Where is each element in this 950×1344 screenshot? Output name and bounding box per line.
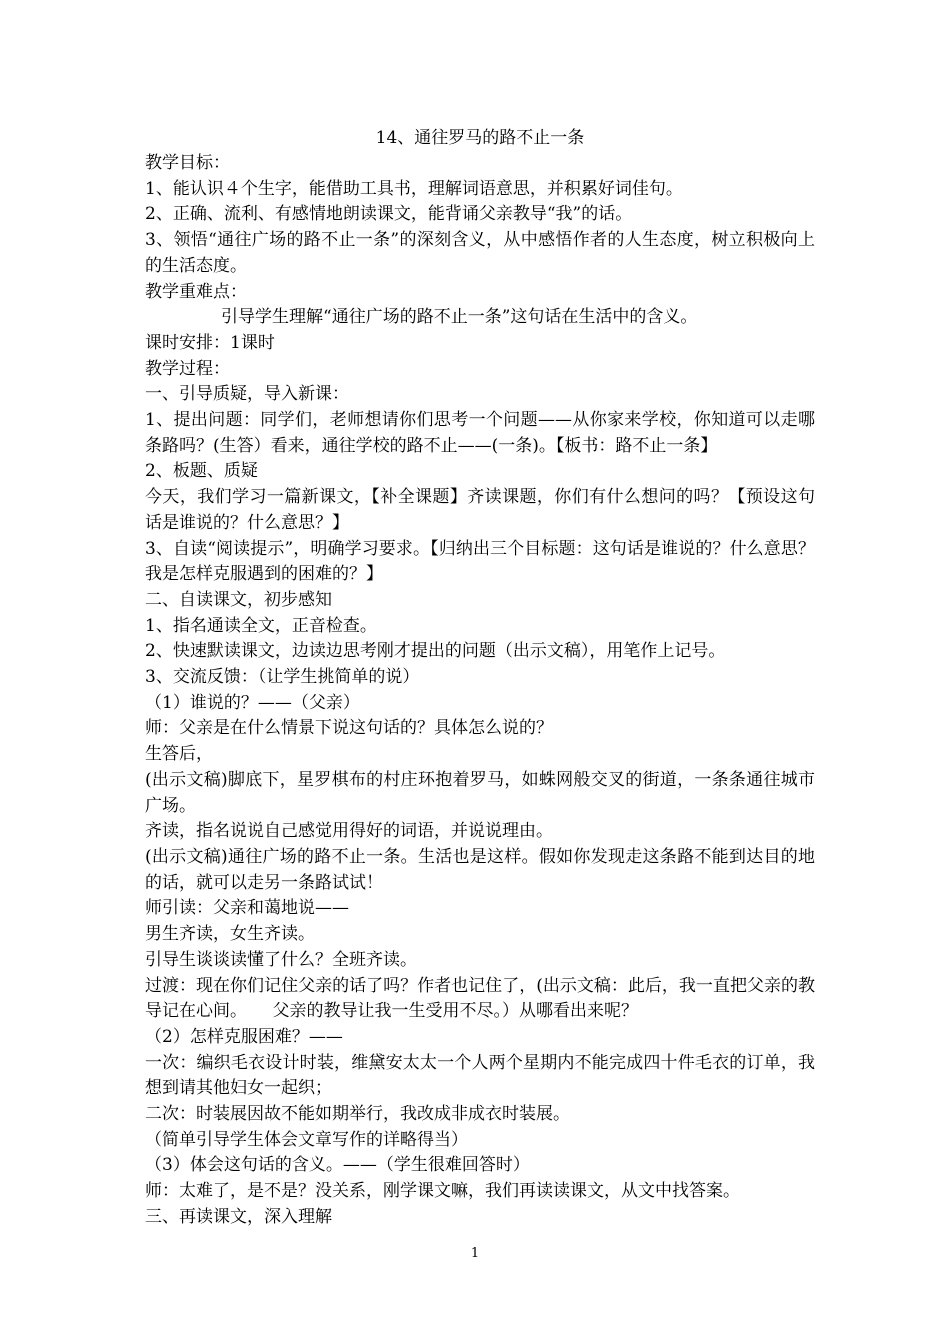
objective-2: 2、正确、流利、有感情地朗读课文，能背诵父亲教导“我”的话。: [145, 204, 633, 225]
paragraph: （简单引导学生体会文章写作的详略得当）: [145, 1129, 468, 1150]
paragraph: 过渡：现在你们记住父亲的话了吗？作者也记住了，(出示文稿：此后，我一直把父亲的教导记在心间。 父亲的教导让我一生受用不尽。）从哪看出来呢？: [145, 975, 815, 1022]
paragraph: (出示文稿)通往广场的路不止一条。生活也是这样。假如你发现走这条路不能到达目的地的话，就可以走另一条路试试！: [145, 846, 815, 893]
part-1-heading: 一、引导质疑，导入新课：: [145, 384, 349, 405]
document-body: [145, 125, 815, 1231]
page-number: 1: [470, 1246, 480, 1261]
section-heading-key-points: 教学重难点：: [145, 281, 247, 302]
paragraph: 生答后，: [145, 744, 213, 765]
paragraph: 1、提出问题：同学们，老师想请你们思考一个问题——从你家来学校，你知道可以走哪条路吗？(生答）看来，通往学校的路不止——(一条)。【板书：路不止一条】: [145, 410, 815, 456]
part-3-heading: 三、再读课文，深入理解: [145, 1206, 332, 1227]
part-2-heading: 二、自读课文，初步感知: [145, 589, 332, 610]
paragraph: 齐读，指名说说自己感觉用得好的词语，并说说理由。: [145, 821, 553, 842]
key-point-text: 引导学生理解“通往广场的路不止一条”这句话在生活中的含义。: [221, 307, 698, 328]
paragraph: 师：父亲是在什么情景下说这句话的？具体怎么说的？: [145, 718, 553, 739]
section-heading-process: 教学过程：: [145, 358, 230, 379]
paragraph: 二次：时装展因故不能如期举行，我改成非成衣时装展。: [145, 1104, 570, 1125]
paragraph: 2、板题、质疑: [145, 461, 258, 482]
paragraph: 引导生谈谈读懂了什么？全班齐读。: [145, 949, 417, 970]
objective-1: 1、能认识４个生字，能借助工具书，理解词语意思，并积累好词佳句。: [145, 178, 683, 199]
paragraph: 2、快速默读课文，边读边思考刚才提出的问题（出示文稿），用笔作上记号。: [145, 641, 726, 662]
paragraph: （2）怎样克服困难？——: [145, 1026, 343, 1047]
section-heading-objectives: 教学目标：: [145, 153, 230, 173]
paragraph: (出示文稿)脚底下，星罗棋布的村庄环抱着罗马，如蛛网般交叉的街道，一条条通往城市广场。: [145, 769, 815, 816]
paragraph: （3）体会这句话的含义。——（学生很难回答时）: [145, 1155, 530, 1176]
paragraph: 男生齐读，女生齐读。: [145, 924, 315, 945]
paragraph: 师：太难了，是不是？没关系，刚学课文嘛，我们再读读课文，从文中找答案。: [145, 1181, 740, 1202]
paragraph: 师引读：父亲和蔼地说——: [145, 898, 349, 919]
paragraph: 一次：编织毛衣设计时装，维黛安太太一个人两个星期内不能完成四十件毛衣的订单，我想到请其他妇女一起织；: [145, 1052, 815, 1099]
paragraph: 3、自读“阅读提示”，明确学习要求。【归纳出三个目标题：这句话是谁说的？什么意思？我是怎样克服遇到的困难的？】: [145, 538, 815, 585]
objective-3: 3、领悟“通往广场的路不止一条”的深刻含义，从中感悟作者的人生态度，树立积极向上的生活态度。: [145, 230, 815, 276]
schedule-text: 课时安排：1课时: [145, 332, 275, 353]
paragraph: （1）谁说的？——（父亲）: [145, 692, 360, 713]
paragraph: 1、指名通读全文，正音检查。: [145, 615, 377, 636]
paragraph: 今天，我们学习一篇新课文，【补全课题】齐读课题，你们有什么想问的吗？【预设这句话是谁说的？什么意思？】: [145, 487, 815, 533]
document-title: 14、通往罗马的路不止一条: [375, 128, 585, 148]
paragraph: 3、交流反馈：（让学生挑简单的说）: [145, 667, 420, 688]
